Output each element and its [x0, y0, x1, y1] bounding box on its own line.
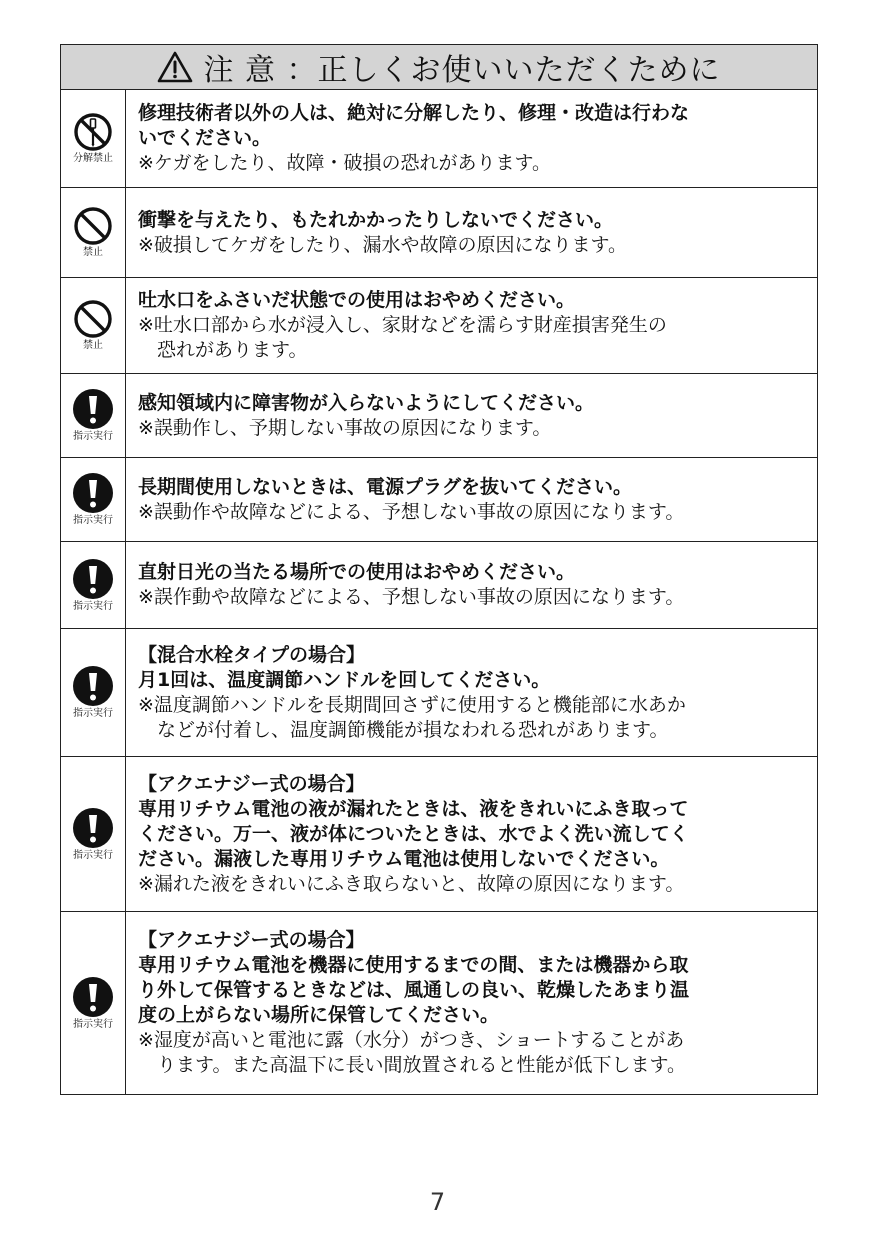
caution-row — [61, 542, 818, 629]
caution-text-cell — [126, 374, 818, 458]
caution-header — [61, 45, 818, 90]
caution-icon-cell — [61, 629, 126, 757]
caution-instruction: 感知領域内に障害物が入らないようにしてください。 — [138, 391, 595, 414]
icon-label: 指示実行 — [73, 600, 113, 612]
caution-instruction: 直射日光の当たる場所での使用はおやめください。 — [138, 561, 576, 583]
caution-icon-cell — [61, 458, 126, 542]
caution-text-cell — [126, 629, 818, 757]
icon-label: 禁止 — [83, 340, 103, 351]
caution-icon-cell — [61, 542, 126, 629]
caution-text-cell — [126, 542, 818, 629]
caution-instruction: 修理技術者以外の人は、絶対に分解したり、修理・改造は行わな — [138, 102, 690, 124]
mandatory-action-icon — [72, 472, 114, 514]
caution-icon-cell — [61, 912, 126, 1095]
caution-icon-cell — [61, 278, 126, 374]
mandatory-action-icon — [72, 807, 114, 849]
icon-label: 指示実行 — [73, 431, 113, 442]
caution-instruction: 衝撃を与えたり、もたれかかったりしないでください。 — [138, 208, 614, 231]
caution-instruction: 度の上がらない場所に保管してください。 — [138, 1004, 500, 1026]
caution-note: 恐れがあります。 — [157, 339, 308, 361]
caution-note: などが付着し、温度調節機能が損なわれる恐れがあります。 — [157, 718, 669, 741]
page-number: 7 — [429, 1188, 446, 1216]
caution-text-cell — [126, 912, 818, 1095]
caution-row — [61, 278, 818, 374]
caution-text-cell — [126, 757, 818, 912]
caution-note: ※破損してケガをしたり、漏水や故障の原因になります。 — [138, 233, 628, 256]
caution-text-cell — [126, 188, 818, 278]
caution-instruction: いでください。 — [138, 127, 272, 149]
caution-row — [61, 757, 818, 912]
mandatory-action-icon — [72, 388, 114, 430]
icon-label: 指示実行 — [73, 849, 113, 861]
icon-label: 指示実行 — [73, 708, 113, 719]
caution-title: 注 意 ：正しくお使いいただくために — [203, 53, 721, 88]
caution-note: ※吐水口部から水が浸入し、家財などを濡らす財産損害発生の — [138, 314, 667, 336]
icon-label: 禁止 — [83, 247, 103, 258]
mandatory-action-icon — [72, 976, 114, 1018]
caution-instruction: 吐水口をふさいだ状態での使用はおやめください。 — [138, 289, 576, 311]
mandatory-action-icon — [72, 558, 114, 600]
caution-row — [61, 629, 818, 757]
caution-instruction: 【混合水栓タイプの場合】 — [138, 643, 366, 666]
caution-sheet — [60, 44, 817, 1095]
caution-instruction: 長期間使用しないときは、電源プラグを抜いてください。 — [138, 475, 633, 498]
prohibited-icon — [73, 299, 113, 339]
caution-row — [61, 912, 818, 1095]
mandatory-action-icon — [72, 665, 114, 707]
icon-label: 指示実行 — [73, 1018, 113, 1030]
warning-triangle-icon — [157, 51, 193, 83]
caution-table — [60, 44, 818, 1095]
caution-icon-cell — [61, 90, 126, 188]
caution-instruction: ください。万一、液が体についたときは、水でよく洗い流してく — [138, 822, 689, 845]
caution-icon-cell — [61, 757, 126, 912]
caution-instruction: 【アクエナジー式の場合】 — [138, 772, 365, 795]
caution-text-cell — [126, 458, 818, 542]
caution-note: ります。また高温下に長い間放置されると性能が低下します。 — [157, 1054, 686, 1076]
caution-row — [61, 90, 818, 188]
caution-row — [61, 458, 818, 542]
caution-header-row — [61, 45, 818, 90]
caution-note: ※誤動作や故障などによる、予想しない事故の原因になります。 — [138, 500, 685, 523]
caution-row — [61, 374, 818, 458]
caution-note: ※誤作動や故障などによる、予想しない事故の原因になります。 — [138, 586, 685, 608]
caution-icon-cell — [61, 188, 126, 278]
caution-instruction: 専用リチウム電池の液が漏れたときは、液をきれいにふき取って — [138, 797, 689, 820]
caution-icon-cell — [61, 374, 126, 458]
caution-text-cell — [126, 278, 818, 374]
caution-note: ※湿度が高いと電池に露（水分）がつき、ショートすることがあ — [138, 1029, 685, 1051]
prohibit-disassembly-icon — [73, 112, 113, 152]
icon-label: 分解禁止 — [73, 153, 113, 164]
caution-note: ※温度調節ハンドルを長期間回さずに使用すると機能部に水あか — [138, 693, 686, 716]
caution-note: ※ケガをしたり、故障・破損の恐れがあります。 — [138, 152, 552, 174]
caution-text-cell — [126, 90, 818, 188]
caution-instruction: 月1回は、温度調節ハンドルを回してください。 — [138, 668, 551, 691]
caution-note: ※誤動作し、予期しない事故の原因になります。 — [138, 416, 552, 439]
caution-note: ※漏れた液をきれいにふき取らないと、故障の原因になります。 — [138, 872, 685, 895]
caution-instruction: り外して保管するときなどは、風通しの良い、乾燥したあまり温 — [138, 979, 690, 1001]
caution-instruction: 専用リチウム電池を機器に使用するまでの間、または機器から取 — [138, 954, 689, 976]
caution-instruction: ださい。漏液した専用リチウム電池は使用しないでください。 — [138, 847, 670, 870]
prohibited-icon — [73, 206, 113, 246]
caution-instruction: 【アクエナジー式の場合】 — [138, 929, 365, 951]
icon-label: 指示実行 — [73, 515, 113, 526]
caution-row — [61, 188, 818, 278]
